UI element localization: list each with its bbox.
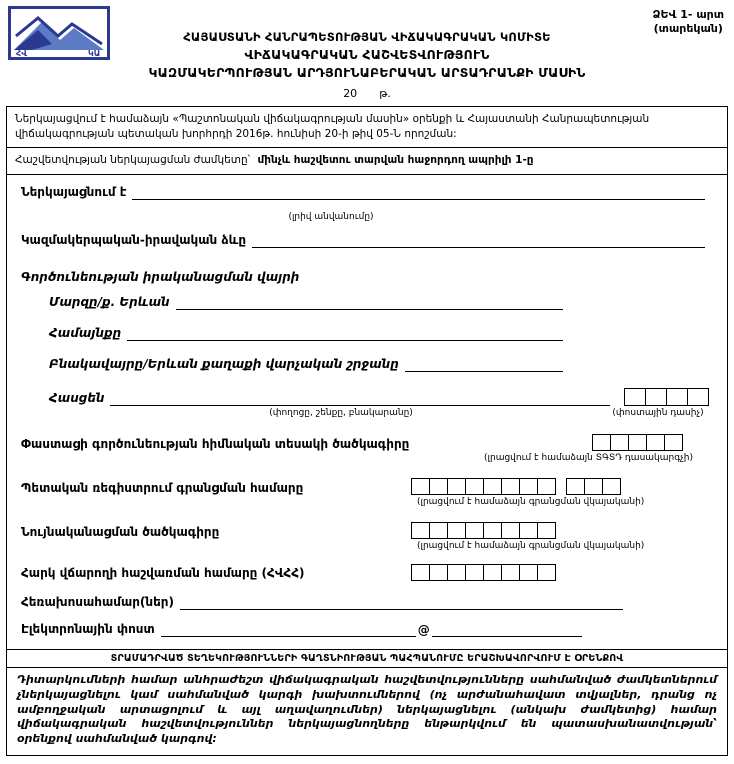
digit-cell[interactable]: [465, 478, 484, 495]
digit-cell[interactable]: [537, 478, 556, 495]
tin-boxes[interactable]: [411, 564, 556, 581]
presented-by-label: Ներկայացնում է: [21, 185, 127, 200]
digit-cell[interactable]: [411, 522, 430, 539]
legal-form-input[interactable]: [252, 233, 705, 248]
address-label: Հասցեն: [49, 391, 105, 406]
digit-cell[interactable]: [483, 522, 502, 539]
presented-by-caption: (լրիվ անվանումը): [288, 211, 374, 222]
register-number-caption: (լրացվում է համաձայն գրանցման վկայականի): [417, 497, 645, 508]
phone-label: Հեռախոսահամար(ներ): [21, 595, 174, 610]
armstat-logo: [8, 6, 110, 64]
settlement-label: Բնակավայրը/Երևան քաղաքի վարչական շրջանը: [49, 357, 399, 372]
digit-cell[interactable]: [687, 388, 709, 406]
digit-cell[interactable]: [584, 478, 603, 495]
report-type-title: ՎԻՃԱԿԱԳՐԱԿԱՆ ՀԱՇՎԵՏՎՈՒԹՅՈՒՆ: [244, 47, 490, 62]
armstat-logo-image: [8, 6, 110, 60]
digit-cell[interactable]: [646, 434, 665, 451]
digit-cell[interactable]: [519, 478, 538, 495]
region-label: Մարզը/ք. Երևան: [49, 295, 170, 310]
form-code-line1: ՁԵՎ 1- արտ: [652, 8, 724, 21]
digit-cell[interactable]: [501, 522, 520, 539]
address-caption: (փողոցը, շենքը, բնակարանը): [269, 407, 413, 418]
form-fields: [7, 175, 727, 649]
address-input[interactable]: [110, 391, 610, 406]
activity-code-label: Փաստացի գործունեության հիմնական տեսակի ծածկագիրը: [21, 437, 410, 452]
digit-cell[interactable]: [519, 522, 538, 539]
digit-cell[interactable]: [501, 564, 520, 581]
id-code-boxes[interactable]: [411, 522, 556, 539]
digit-cell[interactable]: [664, 434, 683, 451]
year-prefix: 20: [343, 87, 358, 100]
id-code-label: Նույնականացման ծածկագիրը: [21, 524, 220, 539]
digit-cell[interactable]: [429, 478, 448, 495]
digit-cell[interactable]: [447, 564, 466, 581]
email-label: Էլեկտրոնային փոստ: [21, 622, 155, 637]
digit-cell[interactable]: [447, 478, 466, 495]
postal-code-caption: (փոստային դասիչ): [612, 407, 704, 418]
legal-basis-text: Ներկայացվում է համաձայն «Պաշտոնական վիճակագրության մասին» օրենքի և Հայաստանի Հանրապետության վիճակագրության պետական խորհրդի 2016թ. հունիսի 20-ի թիվ 05-Ն որոշման:: [15, 113, 650, 141]
email-local-input[interactable]: [161, 622, 416, 637]
form-header: [6, 6, 728, 102]
deadline-bold-text: մինչև հաշվետու տարվան հաջորդող ապրիլի 1-ը: [257, 154, 534, 167]
community-input[interactable]: [127, 326, 563, 341]
location-section-heading: Գործունեության իրականացման վայրի: [21, 269, 300, 284]
year-line: [6, 86, 728, 100]
digit-cell[interactable]: [483, 564, 502, 581]
phone-input[interactable]: [180, 595, 623, 610]
svg-text:ԿԱ: ԿԱ: [88, 49, 101, 58]
digit-cell[interactable]: [429, 564, 448, 581]
digit-cell[interactable]: [411, 478, 430, 495]
form-bordered-area: [6, 106, 728, 756]
digit-cell[interactable]: [447, 522, 466, 539]
register-number-boxes[interactable]: [411, 478, 621, 495]
deadline-section: [7, 148, 727, 174]
form-code-line2: (տարեկան): [653, 22, 723, 36]
legal-form-label: Կազմակերպական-իրավական ձևը: [21, 233, 247, 248]
confidentiality-note: ՏՐԱՄԱԴՐՎԱԾ ՏԵՂԵԿՈՒԹՅՈՒՆՆԵՐԻ ԳԱՂՏՆԻՈՒԹՅԱՆ ՊԱՀՊԱՆՈՒՄԸ ԵՐԱՇԽԱՎՈՐՎՈՒՄ Է ՕՐԵՆՔՈՎ: [7, 649, 727, 668]
digit-cell[interactable]: [429, 522, 448, 539]
digit-cell[interactable]: [602, 478, 621, 495]
id-code-caption: (լրացվում է համաձայն գրանցման վկայականի): [417, 541, 645, 552]
svg-text:ՀՎ: ՀՎ: [16, 49, 27, 58]
committee-title: ՀԱՅԱՍՏԱՆԻ ՀԱՆՐԱՊԵՏՈՒԹՅԱՆ ՎԻՃԱԿԱԳՐԱԿԱՆ ԿՈՄԻՏԵ: [183, 30, 551, 44]
email-domain-input[interactable]: [432, 622, 582, 637]
register-number-label: Պետական ռեգիստրում գրանցման համարը: [21, 480, 304, 495]
form-code-badge: [653, 8, 724, 37]
presented-by-input[interactable]: [132, 185, 705, 200]
digit-cell[interactable]: [465, 564, 484, 581]
activity-code-boxes[interactable]: [592, 434, 683, 451]
digit-cell[interactable]: [537, 522, 556, 539]
tin-label: Հարկ վճարողի հաշվառման համարը (ՀՎՀՀ): [21, 566, 305, 581]
year-suffix: թ.: [379, 87, 391, 100]
email-at-symbol: @: [417, 622, 430, 637]
digit-cell[interactable]: [483, 478, 502, 495]
digit-cell[interactable]: [624, 388, 646, 406]
region-input[interactable]: [176, 295, 563, 310]
digit-cell[interactable]: [610, 434, 629, 451]
postal-code-boxes[interactable]: [624, 388, 709, 406]
digit-cell[interactable]: [501, 478, 520, 495]
digit-cell[interactable]: [592, 434, 611, 451]
activity-code-caption: (լրացվում է համաձայն ՏԳՏԴ դասակարգչի): [484, 453, 693, 464]
penalty-note: Դիտարկումների համար անհրաժեշտ վիճակագրական հաշվետվությունները սահմանված ժամկետներում չներկայացնելու կամ սահմանված կարգի խախտումներով (ոչ արժանահավատ տվյալներ, դրանց ոչ ամբողջական արտացոլում և այլ աղավաղումներ) ներկայացնելու (անկախ ժամկետից) համար վիճակագրական հաշվետվություններ ներկայացնողները ենթարկվում են պատասխանատվության՝ օրենքով սահմանված կարգով:: [17, 672, 717, 746]
digit-cell[interactable]: [411, 564, 430, 581]
digit-cell[interactable]: [465, 522, 484, 539]
digit-cell[interactable]: [519, 564, 538, 581]
community-label: Համայնքը: [49, 326, 122, 341]
year-input[interactable]: [357, 86, 379, 97]
report-subject-title: ԿԱԶՄԱԿԵՐՊՈՒԹՅԱՆ ԱՐԴՅՈՒՆԱԲԵՐԱԿԱՆ ԱՐՏԱԴՐԱՆՔԻ ՄԱՍԻՆ: [148, 65, 586, 80]
digit-cell[interactable]: [537, 564, 556, 581]
deadline-prefix: Հաշվետվության ներկայացման ժամկետը՝: [15, 154, 251, 167]
settlement-input[interactable]: [405, 357, 563, 372]
legal-basis-section: [7, 107, 727, 148]
digit-cell[interactable]: [628, 434, 647, 451]
digit-cell[interactable]: [645, 388, 667, 406]
digit-cell[interactable]: [666, 388, 688, 406]
digit-cell[interactable]: [566, 478, 585, 495]
